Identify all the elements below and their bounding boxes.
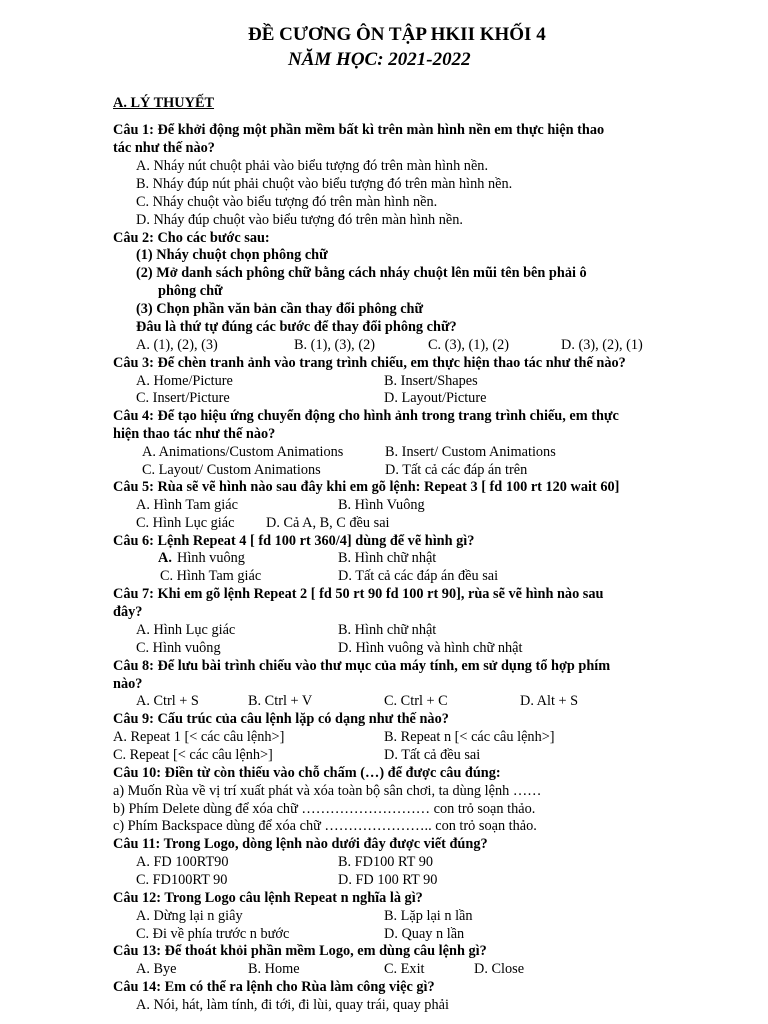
- answer-option: D. Tất cả đều sai: [384, 747, 481, 763]
- answer-option: B. Repeat n [< các câu lệnh>]: [384, 729, 555, 745]
- answer-option: C. Exit: [384, 961, 425, 977]
- answer-option: A. Ctrl + S: [136, 693, 199, 709]
- answer-option: C. Insert/Picture: [136, 390, 230, 406]
- answer-option: B. Hình Vuông: [338, 497, 425, 513]
- answer-option: D. FD 100 RT 90: [338, 872, 438, 888]
- answer-option: C. Layout/ Custom Animations: [142, 462, 321, 478]
- answer-option: D. Tất cả các đáp án đều sai: [338, 568, 499, 584]
- answer-option: A. Nói, hát, làm tính, đi tới, đi lùi, quay trái, quay phải: [136, 997, 449, 1013]
- answer-option: D. Quay n lần: [384, 926, 465, 942]
- question-text: Câu 14: Em có thể ra lệnh cho Rùa làm công việc gì?: [113, 979, 435, 995]
- answer-option: Hình vuông: [177, 550, 245, 566]
- question-text: Câu 4: Để tạo hiệu ứng chuyển động cho hình ảnh trong trang trình chiếu, em thực: [113, 408, 619, 424]
- answer-option: C. Hình Tam giác: [160, 568, 262, 584]
- answer-option: C. FD100RT 90: [136, 872, 228, 888]
- answer-option: C. Hình vuông: [136, 640, 221, 656]
- answer-option: B. (1), (3), (2): [294, 337, 375, 353]
- answer-option: D. (3), (2), (1): [561, 337, 643, 353]
- question-text: Câu 11: Trong Logo, dòng lệnh nào dưới đây được viết đúng?: [113, 836, 488, 852]
- answer-option: D. Hình vuông và hình chữ nhật: [338, 640, 523, 656]
- answer-option: B. Nháy đúp nút phải chuột vào biểu tượng đó trên màn hình nền.: [136, 176, 513, 192]
- school-year: NĂM HỌC: 2021-2022: [288, 49, 471, 70]
- answer-option: C. (3), (1), (2): [428, 337, 509, 353]
- question-text: hiện thao tác như thế nào?: [113, 426, 276, 442]
- answer-option: B. Hình chữ nhật: [338, 550, 437, 566]
- question-text: Câu 3: Để chèn tranh ảnh vào trang trình chiếu, em thực hiện thao tác như thế nào?: [113, 355, 626, 371]
- answer-option: C. Đi về phía trước n bước: [136, 926, 290, 942]
- question-text: (3) Chọn phần văn bản cần thay đổi phông chữ: [136, 301, 424, 317]
- answer-option: D. Close: [474, 961, 525, 977]
- question-text: phông chữ: [158, 283, 223, 299]
- question-text: tác như thế nào?: [113, 140, 215, 156]
- question-text: Câu 6: Lệnh Repeat 4 [ fd 100 rt 360/4] dùng để vẽ hình gì?: [113, 533, 475, 549]
- question-text: Câu 13: Để thoát khỏi phần mềm Logo, em dùng câu lệnh gì?: [113, 943, 487, 959]
- answer-option: B. Insert/ Custom Animations: [385, 444, 556, 460]
- answer-option: A. Hình Lục giác: [136, 622, 236, 638]
- answer-option: B. FD100 RT 90: [338, 854, 434, 870]
- question-text: Câu 12: Trong Logo câu lệnh Repeat n nghĩa là gì?: [113, 890, 423, 906]
- answer-option: c) Phím Backspace dùng để xóa chữ ………………….. con trỏ soạn thảo.: [113, 818, 537, 834]
- answer-option: D. Layout/Picture: [384, 390, 487, 406]
- answer-option: A. Hình Tam giác: [136, 497, 238, 513]
- answer-option: A. Repeat 1 [< các câu lệnh>]: [113, 729, 285, 745]
- answer-option: D. Cả A, B, C đều sai: [266, 515, 390, 531]
- answer-option: D. Nháy đúp chuột vào biểu tượng đó trên màn hình nền.: [136, 212, 463, 228]
- question-text: Câu 7: Khi em gõ lệnh Repeat 2 [ fd 50 rt 90 fd 100 rt 90], rùa sẽ vẽ hình nào sau: [113, 586, 604, 602]
- answer-option: B. Insert/Shapes: [384, 373, 478, 389]
- answer-option: A. Animations/Custom Animations: [142, 444, 344, 460]
- question-text: Đâu là thứ tự đúng các bước để thay đổi phông chữ?: [136, 319, 457, 335]
- answer-option: D. Tất cả các đáp án trên: [385, 462, 528, 478]
- answer-option: a) Muốn Rùa về vị trí xuất phát và xóa toàn bộ sân chơi, ta dùng lệnh ……: [113, 783, 542, 799]
- question-text: Câu 1: Để khởi động một phần mềm bất kì trên màn hình nền em thực hiện thao: [113, 122, 605, 138]
- question-text: nào?: [113, 676, 143, 692]
- question-text: đây?: [113, 604, 143, 620]
- question-text: Câu 2: Cho các bước sau:: [113, 230, 270, 246]
- question-text: Câu 8: Để lưu bài trình chiếu vào thư mục của máy tính, em sử dụng tổ hợp phím: [113, 658, 611, 674]
- section-heading: A. LÝ THUYẾT: [113, 95, 215, 111]
- question-text: (2) Mở danh sách phông chữ bằng cách nháy chuột lên mũi tên bên phải ô: [136, 265, 587, 281]
- answer-option: C. Ctrl + C: [384, 693, 448, 709]
- answer-option: D. Alt + S: [520, 693, 579, 709]
- document-title: ĐỀ CƯƠNG ÔN TẬP HKII KHỐI 4: [248, 24, 546, 45]
- question-text: Câu 9: Cấu trúc của câu lệnh lặp có dạng như thế nào?: [113, 711, 449, 727]
- answer-option: A. Nháy nút chuột phải vào biểu tượng đó trên màn hình nền.: [136, 158, 489, 174]
- question-text: (1) Nháy chuột chọn phông chữ: [136, 247, 328, 263]
- answer-option: C. Hình Lục giác: [136, 515, 235, 531]
- answer-option: C. Nháy chuột vào biểu tượng đó trên màn hình nền.: [136, 194, 438, 210]
- question-text: Câu 5: Rùa sẽ vẽ hình nào sau đây khi em gõ lệnh: Repeat 3 [ fd 100 rt 120 wait 60]: [113, 479, 620, 495]
- answer-option: b) Phím Delete dùng để xóa chữ ……………………… con trỏ soạn thảo.: [113, 801, 536, 817]
- question-text: Câu 10: Điền từ còn thiếu vào chỗ chấm (…) để được câu đúng:: [113, 765, 501, 781]
- answer-option: A. Home/Picture: [136, 373, 233, 389]
- answer-option: A. FD 100RT90: [136, 854, 229, 870]
- answer-option: B. Ctrl + V: [248, 693, 313, 709]
- answer-option: B. Hình chữ nhật: [338, 622, 437, 638]
- answer-option: B. Home: [248, 961, 300, 977]
- answer-option: C. Repeat [< các câu lệnh>]: [113, 747, 273, 763]
- answer-option: B. Lặp lại n lần: [384, 908, 473, 924]
- answer-option: A.: [158, 550, 172, 566]
- answer-option: A. Dừng lại n giây: [136, 908, 243, 924]
- answer-option: A. (1), (2), (3): [136, 337, 218, 353]
- answer-option: A. Bye: [136, 961, 177, 977]
